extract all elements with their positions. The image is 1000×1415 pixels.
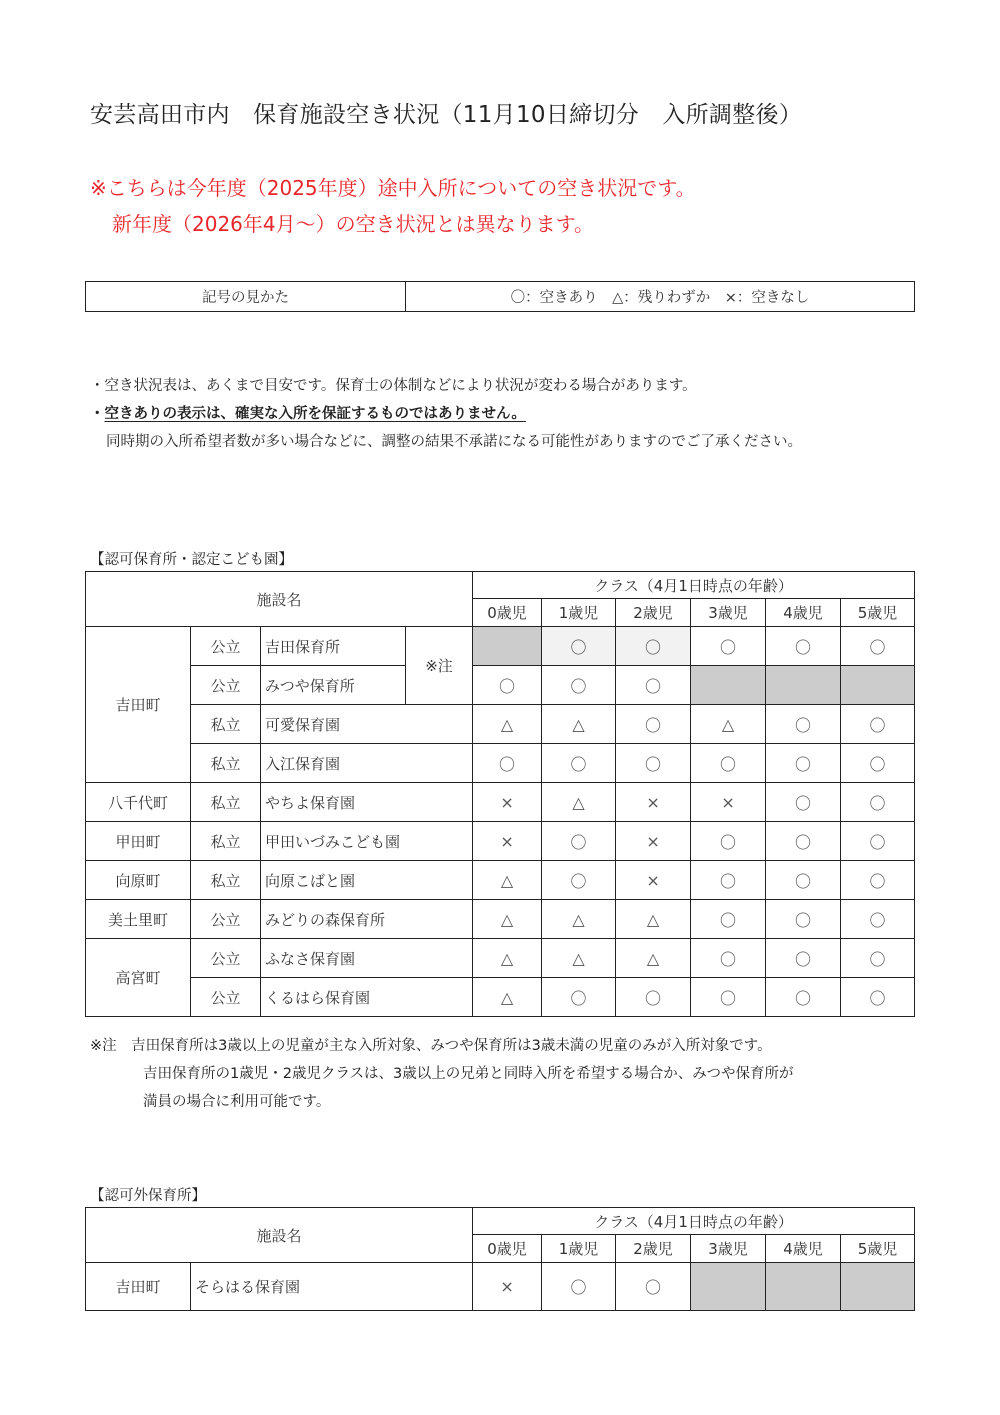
triangle-few-left-icon: △ — [616, 939, 691, 978]
operator-type: 公立 — [191, 978, 261, 1017]
triangle-few-left-icon: △ — [473, 939, 542, 978]
town-cell: 高宮町 — [86, 939, 191, 1017]
table-row — [86, 900, 915, 939]
facility-name: 向原こばと園 — [261, 861, 473, 900]
circle-available-icon: 〇 — [841, 744, 915, 783]
header-facility: 施設名 — [86, 572, 473, 627]
triangle-few-left-icon: △ — [473, 900, 542, 939]
cross-full-icon: × — [616, 822, 691, 861]
circle-available-icon: 〇 — [766, 939, 841, 978]
circle-available-icon: 〇 — [766, 705, 841, 744]
table-row — [86, 666, 915, 705]
triangle-few-left-icon: △ — [691, 705, 766, 744]
header-age: 3歳児 — [691, 599, 766, 627]
circle-available-icon: 〇 — [542, 744, 616, 783]
not-applicable-cell — [841, 1263, 915, 1311]
circle-available-icon: 〇 — [616, 627, 691, 666]
operator-type: 公立 — [191, 939, 261, 978]
facility-name: やちよ保育園 — [261, 783, 473, 822]
circle-available-icon: 〇 — [766, 978, 841, 1017]
header-class: クラス（4月1日時点の年齢） — [473, 572, 915, 599]
cross-full-icon: × — [616, 783, 691, 822]
cross-full-icon: × — [473, 783, 542, 822]
facility-name: みつや保育所 — [261, 666, 406, 705]
legend-table — [85, 281, 915, 312]
table-row — [86, 861, 915, 900]
circle-available-icon: 〇 — [691, 822, 766, 861]
facility-name: そらはる保育園 — [191, 1263, 473, 1311]
circle-available-icon: 〇 — [766, 627, 841, 666]
not-applicable-cell — [691, 666, 766, 705]
triangle-few-left-icon: △ — [542, 783, 616, 822]
header-age: 4歳児 — [766, 599, 841, 627]
notice-line-2: 新年度（2026年4月～）の空き状況とは異なります。 — [112, 212, 595, 236]
circle-available-icon: 〇 — [841, 783, 915, 822]
note-line-3: 同時期の入所希望者数が多い場合などに、調整の結果不承諾になる可能性がありますのでご了承ください。 — [106, 434, 802, 450]
header-age: 5歳児 — [841, 599, 915, 627]
circle-available-icon: 〇 — [542, 627, 616, 666]
operator-type: 公立 — [191, 900, 261, 939]
circle-available-icon: 〇 — [616, 705, 691, 744]
circle-available-icon: 〇 — [542, 822, 616, 861]
header-age: 2歳児 — [616, 1235, 691, 1263]
header-age: 3歳児 — [691, 1235, 766, 1263]
town-cell: 吉田町 — [86, 627, 191, 783]
triangle-few-left-icon: △ — [473, 705, 542, 744]
circle-available-icon: 〇 — [473, 744, 542, 783]
not-applicable-cell — [691, 1263, 766, 1311]
operator-type: 私立 — [191, 861, 261, 900]
operator-type: 私立 — [191, 744, 261, 783]
note-line-1: ・空き状況表は、あくまで目安です。保育士の体制などにより状況が変わる場合があります。 — [90, 378, 697, 394]
table-row — [86, 939, 915, 978]
triangle-few-left-icon: △ — [473, 861, 542, 900]
note-emphasis: 空きありの表示は、確実な入所を保証するものではありません。 — [104, 406, 526, 422]
header-age: 0歳児 — [473, 599, 542, 627]
section-title-licensed: 【認可保育所・認定こども園】 — [90, 552, 293, 568]
licensed-availability-table — [85, 571, 915, 1017]
notice-line-1: ※こちらは今年度（2025年度）途中入所についての空き状況です。 — [90, 176, 696, 200]
circle-available-icon: 〇 — [691, 627, 766, 666]
table-row — [86, 978, 915, 1017]
facility-name: 入江保育園 — [261, 744, 473, 783]
town-cell: 甲田町 — [86, 822, 191, 861]
triangle-few-left-icon: △ — [616, 900, 691, 939]
facility-name: みどりの森保育所 — [261, 900, 473, 939]
circle-available-icon: 〇 — [691, 900, 766, 939]
operator-type: 私立 — [191, 705, 261, 744]
triangle-few-left-icon: △ — [542, 705, 616, 744]
circle-available-icon: 〇 — [766, 861, 841, 900]
circle-available-icon: 〇 — [616, 666, 691, 705]
facility-name: 吉田保育所 — [261, 627, 406, 666]
circle-available-icon: 〇 — [616, 744, 691, 783]
circle-available-icon: 〇 — [691, 978, 766, 1017]
table-row — [86, 822, 915, 861]
facility-name: 甲田いづみこども園 — [261, 822, 473, 861]
header-age: 0歳児 — [473, 1235, 542, 1263]
page-title: 安芸高田市内 保育施設空き状況（11月10日締切分 入所調整後） — [90, 102, 803, 128]
town-cell: 向原町 — [86, 861, 191, 900]
not-applicable-cell — [841, 666, 915, 705]
circle-available-icon: 〇 — [691, 744, 766, 783]
cross-full-icon: × — [616, 861, 691, 900]
legend-value: 〇：空きあり △：残りわずか ×：空きなし — [406, 282, 915, 312]
table-row — [86, 1263, 915, 1311]
circle-available-icon: 〇 — [841, 939, 915, 978]
circle-available-icon: 〇 — [616, 1263, 691, 1311]
circle-available-icon: 〇 — [542, 861, 616, 900]
header-class: クラス（4月1日時点の年齢） — [473, 1208, 915, 1235]
circle-available-icon: 〇 — [542, 666, 616, 705]
operator-type: 公立 — [191, 627, 261, 666]
circle-available-icon: 〇 — [841, 705, 915, 744]
table-row — [86, 783, 915, 822]
note-bullet: ・ — [90, 406, 105, 422]
footnote-line-3: 満員の場合に利用可能です。 — [143, 1094, 331, 1110]
header-age: 1歳児 — [542, 599, 616, 627]
table-row — [86, 705, 915, 744]
triangle-few-left-icon: △ — [473, 978, 542, 1017]
circle-available-icon: 〇 — [766, 900, 841, 939]
facility-name: くるはら保育園 — [261, 978, 473, 1017]
section-title-unlicensed: 【認可外保育所】 — [90, 1188, 206, 1204]
circle-available-icon: 〇 — [542, 978, 616, 1017]
not-applicable-cell — [766, 666, 841, 705]
circle-available-icon: 〇 — [691, 861, 766, 900]
circle-available-icon: 〇 — [841, 822, 915, 861]
facility-name: 可愛保育園 — [261, 705, 473, 744]
circle-available-icon: 〇 — [616, 978, 691, 1017]
header-age: 5歳児 — [841, 1235, 915, 1263]
note-line-2 — [90, 402, 526, 423]
header-age: 2歳児 — [616, 599, 691, 627]
header-age: 4歳児 — [766, 1235, 841, 1263]
table-row — [86, 744, 915, 783]
town-cell: 八千代町 — [86, 783, 191, 822]
circle-available-icon: 〇 — [766, 783, 841, 822]
triangle-few-left-icon: △ — [542, 939, 616, 978]
unlicensed-availability-table — [85, 1207, 915, 1311]
circle-available-icon: 〇 — [542, 1263, 616, 1311]
circle-available-icon: 〇 — [841, 900, 915, 939]
operator-type: 私立 — [191, 783, 261, 822]
cross-full-icon: × — [473, 822, 542, 861]
operator-type: 公立 — [191, 666, 261, 705]
header-facility: 施設名 — [86, 1208, 473, 1263]
triangle-few-left-icon: △ — [542, 900, 616, 939]
legend-label: 記号の見かた — [86, 282, 406, 312]
cross-full-icon: × — [691, 783, 766, 822]
header-age: 1歳児 — [542, 1235, 616, 1263]
footnote-line-2: 吉田保育所の1歳児・2歳児クラスは、3歳以上の兄弟と同時入所を希望する場合か、みつや保育所が — [143, 1066, 794, 1082]
town-cell: 吉田町 — [86, 1263, 191, 1311]
circle-available-icon: 〇 — [841, 627, 915, 666]
not-applicable-cell — [766, 1263, 841, 1311]
operator-type: 私立 — [191, 822, 261, 861]
circle-available-icon: 〇 — [473, 666, 542, 705]
not-applicable-cell — [473, 627, 542, 666]
circle-available-icon: 〇 — [841, 861, 915, 900]
table-row — [86, 627, 915, 666]
circle-available-icon: 〇 — [766, 822, 841, 861]
circle-available-icon: 〇 — [691, 939, 766, 978]
cross-full-icon: × — [473, 1263, 542, 1311]
footnote-line-1: ※注 吉田保育所は3歳以上の児童が主な入所対象、みつや保育所は3歳未満の児童のみが入所対象です。 — [90, 1038, 772, 1054]
note-reference: ※注 — [406, 627, 473, 705]
circle-available-icon: 〇 — [766, 744, 841, 783]
circle-available-icon: 〇 — [841, 978, 915, 1017]
facility-name: ふなさ保育園 — [261, 939, 473, 978]
town-cell: 美土里町 — [86, 900, 191, 939]
